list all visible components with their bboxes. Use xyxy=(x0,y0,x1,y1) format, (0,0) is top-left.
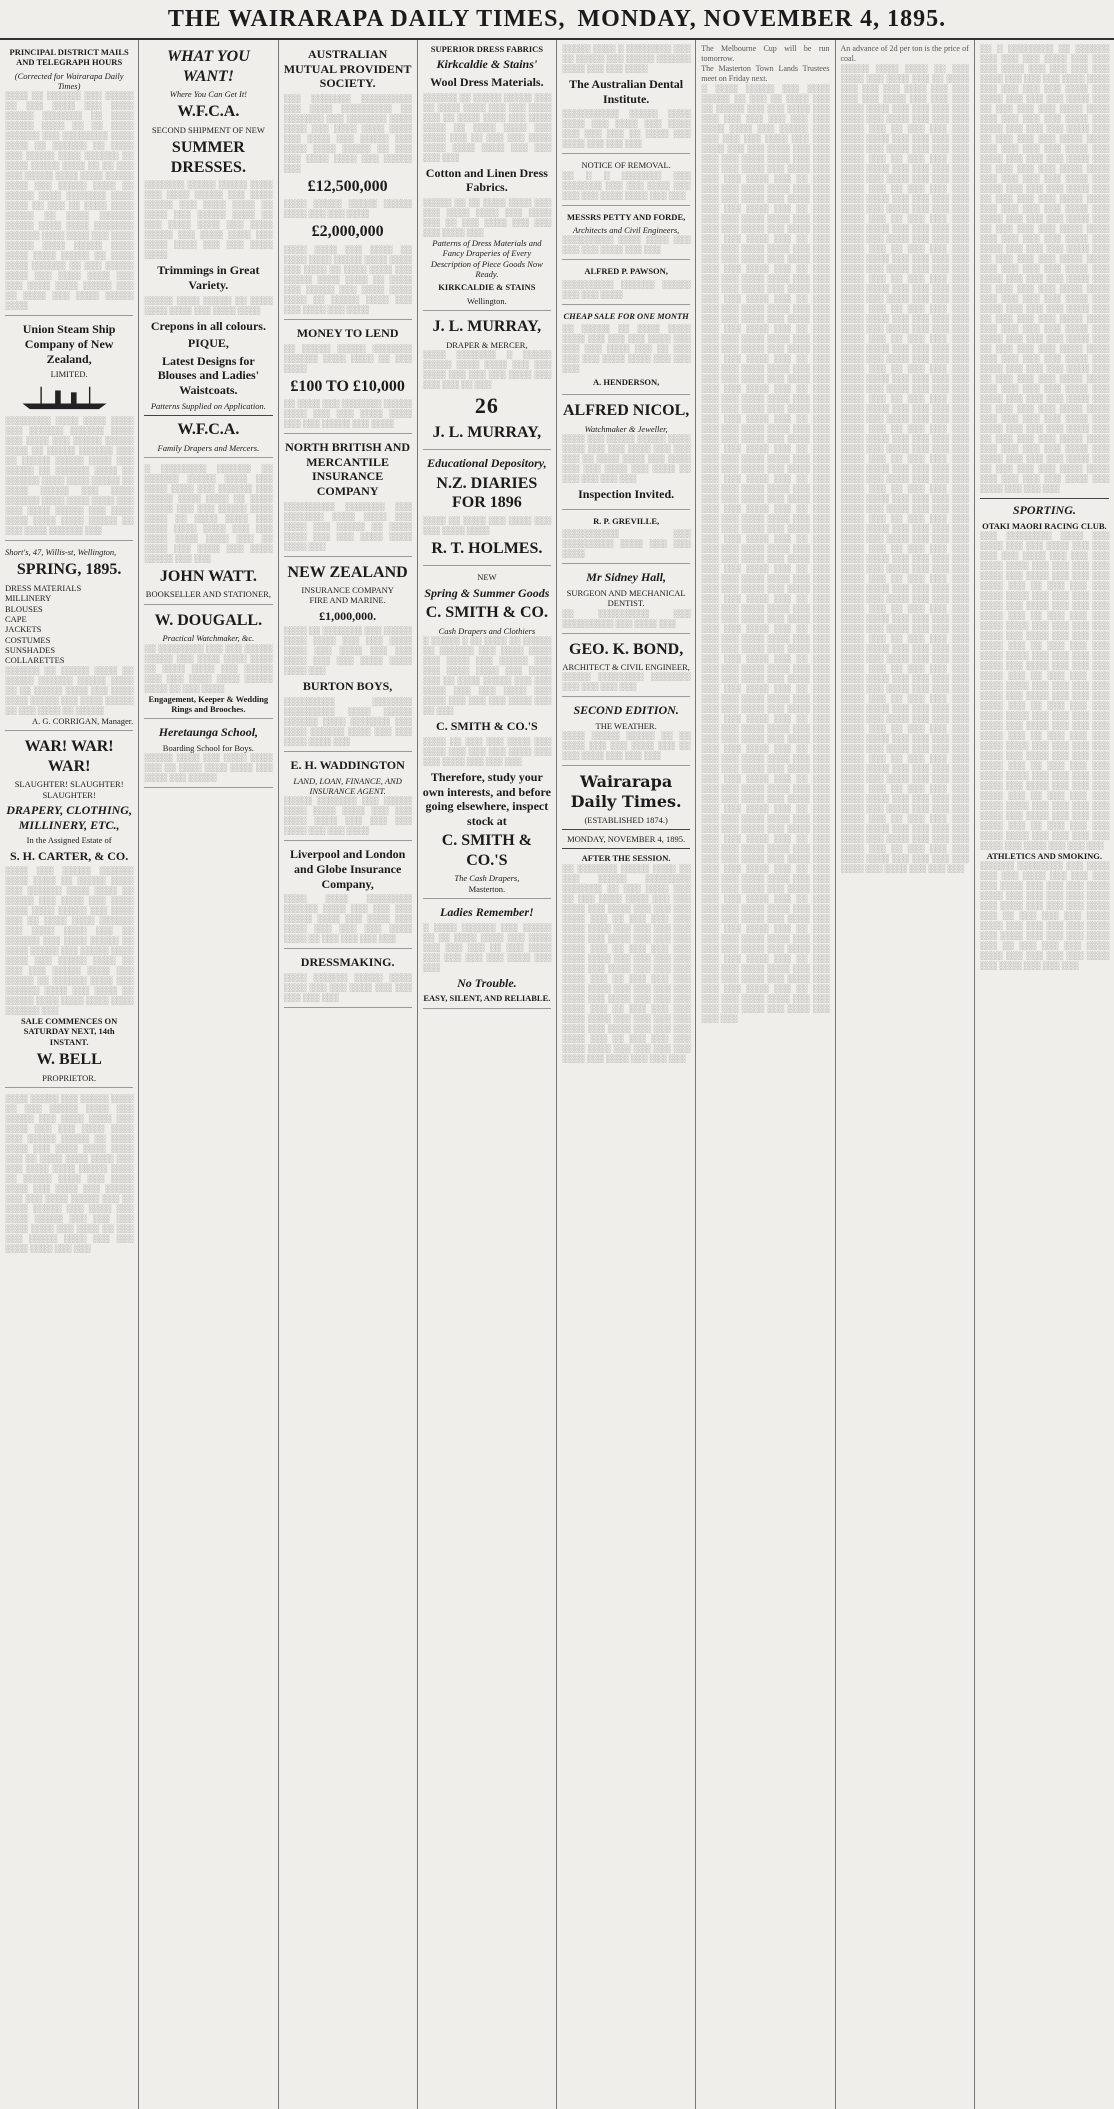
nz-copy: ░░░░ ░░ ░░░░░░░ ░░░ ░░░░░ ░░░░ ░░░░ ░░░ ░░░ ░░░░ ░░░░ ░░░ ░░░░ ░░░ ░░░ ░░░░ ░░░ ░░░ ░░░░ ░░░░ ░░░░ ░░░ xyxy=(283,626,412,676)
murray-ad xyxy=(423,317,551,450)
mails-subtitle: (Corrected for Wairarapa Daily Times) xyxy=(14,70,124,92)
kirk-copy-2: ░░░░░ ░░ ░░ ░░░░ ░░░░ ░░░ ░░░ ░░░░ ░░░░ ░░░ ░░░░ ░░░ ░░ ░░░ ░░░░ ░░░ ░░░ ░░░ ░░░░ ░░░ xyxy=(422,197,551,237)
amp-copy-3: ░░░░ ░░░░ ░░░ ░░░░ ░░ ░░░░ ░░░░ ░░░░░ ░░░░ ░░░░ ░░░ ░░░░ ░░ ░░░░ ░░░░ ░░░ ░░░░░ ░░░░ ░░░░ ░░ ░░░░ ░░░ ░░░░░ ░░░ ░░░░ ░░░░ ░░░░ ░░ ░░░░░ ░░░░ ░░░ ░░░ ░░░░ ░░░ ░░░░ xyxy=(283,244,412,314)
patterns-ready: Patterns of Dress Materials and Fancy Draperies of Every Description of Piece Goods Now Ready. xyxy=(430,237,543,279)
page-columns xyxy=(0,40,1114,2109)
column-6 xyxy=(696,40,835,2109)
greville-copy: ░░░░░░░░░░ ░░░ ░░░░░░░░░ ░░░░ ░░░ ░░░ ░░░░ xyxy=(562,529,691,559)
column-2 xyxy=(139,40,278,2109)
sporting-heading: SPORTING. xyxy=(1012,503,1076,517)
union-subtitle: LIMITED. xyxy=(50,369,88,380)
wool-dress: Wool Dress Materials. xyxy=(430,74,544,89)
land-loan: LAND, LOAN, FINANCE, AND INSURANCE AGENT. xyxy=(293,775,402,797)
where-heading: Where You Can Get It! xyxy=(169,89,248,100)
wfca-copy-2: ░░░░░ ░░░░ ░░░░░ ░░ ░░░░ ░░░░ ░░░░ ░░░ ░░░░ ░░░░ xyxy=(144,295,273,315)
amp-copy-1: ░░░ ░░░░░░░ ░░░░░░░░░ ░░░ ░░░░ ░░░░░░░░░ ░░ ░░░░░░░ ░░░ ░░░░░░░ ░░░░ ░░░░ ░░░ ░░░░ ░░░░ ░░░░ ░░░ ░░░░ ░░░ ░░░░░ ░░░ ░░░░ ░░░░ ░░░░░ ░░ ░░░ ░░░ ░░░░ ░░░░ ░░░ ░░░░░ ░░░ xyxy=(283,93,412,173)
liverpool-title: Liverpool and London and Globe Insurance Company, xyxy=(289,847,406,891)
trimmings: Trimmings in Great Variety. xyxy=(157,263,260,292)
cash-drapers: The Cash Drapers, xyxy=(454,873,520,884)
shorts-copy: ░░░░░░ ░░ ░░░░░ ░░░░ ░░ ░░░░░ ░░░░░░ ░░░░░ ░░░░ ░░ ░░ ░░░░░ ░░░░ ░░░ ░░░░ ░░░░ ░░░░░ ░░░ ░░░░ ░░░░░ ░░ ░░░ ░░░░ ░░ ░░░░░ xyxy=(5,665,134,715)
smith-masterton: Masterton. xyxy=(468,883,506,894)
wertheim-ad xyxy=(423,905,551,1009)
news-copy-2: ░░░░░ ░░░░ ░░░░ ░░ ░░░ ░░░░ ░░░ ░░░░ ░░░ ░░ ░░░░ ░░░ ░░░ ░░░ ░░░░ ░░░ ░░░ ░░░ ░░░ ░░░░ ░░░ ░░░ ░░░ ░░░░ ░░░░ ░░░ ░░░ ░░░ ░░░ ░░░░ ░░░ ░░░░ ░░░ ░░░ ░░░ ░░░░ ░░░ ░░ ░░░ ░░░ ░░░ ░░░░ ░░░░ ░░░ ░░░ ░░░ ░░░ ░░░░ ░░░ ░░░░ ░░░ ░░░ ░░░ ░░░░ ░░░ ░░ ░░░ ░░░ ░░░ ░░░░ ░░░░ ░░░ ░░░ ░░░ ░░░ ░░░░ ░░░ ░░░░ ░░░ ░░░ ░░░ ░░░░ ░░░ ░░ ░░░ ░░░ ░░░ ░░░░ ░░░░ ░░░ ░░░ ░░░ ░░░ ░░░░ ░░░ ░░░░ ░░░ ░░░ ░░░ ░░░░ ░░░ ░░ ░░░ ░░░ ░░░ ░░░░ ░░░░ ░░░ ░░░ ░░░ ░░░ ░░░░ ░░░ ░░░░ ░░░ ░░░ ░░░ ░░░░ ░░░ ░░ ░░░ ░░░ ░░░ ░░░░ ░░░░ ░░░ ░░░ ░░░ ░░░ ░░░░ ░░░ ░░░░ ░░░ ░░░ ░░░ ░░░░ ░░░ ░░ ░░░ ░░░ ░░░ ░░░░ ░░░░ ░░░ ░░░ ░░░ ░░░ ░░░░ ░░░ ░░░░ ░░░ ░░░ ░░░ ░░░░ ░░░ ░░ ░░░ ░░░ ░░░ ░░░░ ░░░░ ░░░ ░░░ ░░░ ░░░ ░░░░ ░░░ ░░░░ ░░░ ░░░ ░░░ ░░░░ ░░░ ░░ ░░░ ░░░ ░░░ ░░░░ ░░░░ ░░░ ░░░ ░░░ ░░░ ░░░░ ░░░ ░░░░ ░░░ ░░░ ░░░ ░░░░ ░░░ ░░ ░░░ ░░░ ░░░ ░░░░ ░░░░ ░░░ ░░░ ░░░ ░░░ ░░░░ ░░░ ░░░░ ░░░ ░░░ ░░░ ░░░░ ░░░ ░░ ░░░ ░░░ ░░░ ░░░░ ░░░░ ░░░ ░░░ ░░░ ░░░ ░░░░ ░░░ ░░░░ ░░░ ░░░ ░░░ ░░░░ ░░░ ░░ ░░░ ░░░ ░░░ ░░░░ ░░░░ ░░░ ░░░ ░░░ ░░░ ░░░░ ░░░ ░░░░ ░░░ ░░░ ░░░ ░░░░ ░░░ ░░ ░░░ ░░░ ░░░ ░░░░ ░░░░ ░░░ ░░░ ░░░ ░░░ ░░░░ ░░░ ░░░░ ░░░ ░░░ ░░░ ░░░░ ░░░ ░░ ░░░ ░░░ ░░░ ░░░░ ░░░░ ░░░ ░░░ ░░░ ░░░ ░░░░ ░░░ ░░░░ ░░░ ░░░ ░░░ ░░░░ ░░░ ░░ ░░░ ░░░ ░░░ ░░░░ ░░░░ ░░░ ░░░ ░░░ ░░░ ░░░░ ░░░ ░░░░ ░░░ ░░░ ░░░ ░░░░ ░░░ ░░ ░░░ ░░░ ░░░ ░░░░ ░░░░ ░░░ ░░░ ░░░ ░░░ ░░░░ ░░░ ░░░░ ░░░ ░░░ ░░░ ░░░░ ░░░ ░░ ░░░ ░░░ ░░░ ░░░░ ░░░░ ░░░ ░░░ ░░░ ░░░ ░░░░ ░░░ ░░░░ ░░░ ░░░ ░░░ ░░░░ ░░░ ░░ ░░░ ░░░ ░░░ ░░░░ ░░░░ ░░░ ░░░ ░░░ ░░░ ░░░░ ░░░ ░░░░ ░░░ ░░░ ░░░ ░░░░ ░░░ ░░ ░░░ ░░░ ░░░ ░░░░ ░░░░ ░░░ ░░░ ░░░ ░░░ ░░░░ ░░░ ░░░░ ░░░ ░░░ ░░░ ░░░░ ░░░ ░░ ░░░ ░░░ ░░░ ░░░░ ░░░░ ░░░ ░░░ ░░░ ░░░ ░░░░ ░░░ ░░░░ ░░░ ░░░ ░░░ ░░░░ ░░░ ░░ ░░░ ░░░ ░░░ ░░░░ ░░░░ ░░░ ░░░ ░░░ ░░░ ░░░░ ░░░ ░░░░ ░░░ ░░░ ░░░ ░░░░ ░░░ ░░ ░░░ ░░░ ░░░ ░░░░ ░░░░ ░░░ ░░░ ░░░ ░░░ ░░░░ ░░░ ░░░░ ░░░ ░░░ ░░░ ░░░░ ░░░ ░░ ░░░ ░░░ ░░░ ░░░░ ░░░░ ░░░ ░░░ ░░░ ░░░ ░░░░ ░░░ ░░░░ ░░░ ░░░ ░░░ ░░░░ ░░░ ░░ ░░░ ░░░ ░░░ ░░░░ ░░░░ ░░░ ░░░ ░░░ ░░░ ░░░░ ░░░ ░░░░ ░░░ ░░░ ░░░ ░░░░ ░░░ ░░ ░░░ ░░░ ░░░ ░░░░ ░░░░ ░░░ ░░░ ░░░ ░░░ ░░░░ ░░░ ░░░░ ░░░ ░░░ ░░░ ░░░░ ░░░ ░░ ░░░ ░░░ ░░░ ░░░░ ░░░░ ░░░ ░░░ ░░░ ░░░ ░░░░ ░░░ ░░░░ ░░░ ░░░ ░░░ xyxy=(840,64,969,873)
bell-name: W. BELL xyxy=(36,1051,102,1069)
removal-copy: ░░ ░ ░ ░░░░░░░ ░░░ ░░░░░░░ ░░░ ░░░ ░░░░ ░░░ ░░░ ░░░ ░░░░ ░░░░ ░░░ ░░░ xyxy=(562,170,691,200)
nz-diaries: N.Z. DIARIES FOR 1896 xyxy=(436,474,538,512)
war-sale-ad xyxy=(5,737,133,1088)
bond-copy: ░░░░░ ░░░░░░░░ ░░░░░░░ ░░░ ░░░ ░░░ ░░░ xyxy=(562,672,691,692)
wfca-heading-2: W.F.C.A. xyxy=(177,421,240,439)
latest-designs: Latest Designs for Blouses and Ladies' Waistcoats. xyxy=(157,353,260,398)
manager-signoff: A. G. CORRIGAN, Manager. xyxy=(31,715,134,726)
sidney-hall-ad xyxy=(562,570,690,633)
nicol-ad xyxy=(562,401,690,510)
waddington-ad xyxy=(284,758,412,841)
bond-trade: ARCHITECT & CIVIL ENGINEER, xyxy=(562,662,690,673)
nb-title: NORTH BRITISH AND MERCANTILE INSURANCE COMPANY xyxy=(285,440,411,498)
war-heading: WAR! WAR! WAR! xyxy=(24,738,114,775)
dress-item: MILLINERY xyxy=(5,593,52,604)
drapery-heading: DRAPERY, CLOTHING, MILLINERY, ETC., xyxy=(6,802,132,832)
income-amount: £2,000,000 xyxy=(311,223,384,241)
spring-heading: SPRING, 1895. xyxy=(16,561,122,579)
nb-copy: ░░░░░░░░░ ░░░░░░░ ░░░ ░░░░░░░ ░░░░ ░░░░ ░░░ ░░░░ ░░░ ░░░░░ ░░ ░░░░ ░░░░ ░░░ ░░░ ░░░░ ░░░░ ░░░░ ░░░ xyxy=(283,501,412,551)
dress-item: DRESS MATERIALS xyxy=(5,582,82,593)
news-lead-3: An advance of 2d per ton is the price of coal. xyxy=(840,44,969,63)
smith-copy-1: ░ ░░░░░ ░ ░░ ░░░░ ░░ ░░░░░ ░░ ░░░░░░ ░░░ ░░░░ ░░░░ ░░░ ░░░░ ░░░ ░░░░░ ░░░ ░░░ ░░░░ ░░░░ ░░░ ░░░░ ░░░ ░░ ░░░░ ░░░░░ ░░░ ░░░ ░░░░ ░░░ ░░░ ░░░░ ░░░ ░░░░ ░░░ ░░░ ░░░ ░░░░ ░░░ ░░ ░░░ xyxy=(422,636,551,716)
watchmaker: Practical Watchmaker, &c. xyxy=(162,633,255,644)
amp-copy-2: ░░░░ ░░░░░ ░░░░░ ░░░░░ ░░░░ ░░░ ░░░ ░░░░ xyxy=(283,199,412,219)
waddington-copy: ░░░░░ ░░░░░░░ ░░░ ░░░░░ ░░░░ ░░░░ ░░░░ ░░░ ░░░ ░░░░ ░░░░ ░░░ ░░░ ░░░ ░░░░ ░░░ ░░░ ░░░░ xyxy=(283,796,412,836)
agents-list: ░░░░░░░░░ ░░░░░░░ ░░░░░░░░░ ░░░░ ░░░░░ ░░░░░░ ░░░░ ░░░░░░░ ░░░ ░░░░ ░░░░░░ ░░░░ ░░░ ░░░ ░░░░ ░░░░ ░░░ xyxy=(283,697,412,747)
union-title: Union Steam Ship Company of New Zealand, xyxy=(22,322,116,366)
money-copy-2: ░░ ░░░░ ░░░ ░░░░░░░ ░░░░░ ░░░░ ░░░ ░░░ ░░░░ ░░░░ ░░░ ░░░ ░░░░░ ░░░ ░░░░ xyxy=(283,399,412,429)
column-3 xyxy=(279,40,418,2109)
superior-fabrics: SUPERIOR DRESS FABRICS xyxy=(430,44,543,54)
dress-item: JACKETS xyxy=(5,624,42,635)
dougall-ad xyxy=(144,611,272,720)
wfca-copy-1: ░░░░░░░ ░░░░░ ░░░░░ ░░░░ ░░░ ░░░░ ░░░░░ ░░░ ░░░░ ░░░░░ ░░░ ░░░░ ░░░░ ░░ ░░░░ ░░░ ░░░░░ ░░░░ ░░ ░░░ ░░░░ ░░░░ ░░░ ░░░░ ░░░░░ ░░░ ░░░░ ░░░░ ░░░ ░░░░ ░░░░ ░░░ ░░░ ░░░░ ░░░░ xyxy=(144,180,273,260)
pique: PIQUE, xyxy=(187,336,229,351)
dressmaking-ad xyxy=(284,955,412,1008)
amp-society-ad xyxy=(284,47,412,320)
greville-name: R. P. GREVILLE, xyxy=(593,515,660,526)
rings: Engagement, Keeper & Wedding Rings and Brooches. xyxy=(148,693,269,715)
summer-dresses: SUMMER DRESSES. xyxy=(170,139,246,176)
news-copy: ░ ░░░░ ░░░░░ ░░░ ░░░░ ░░░░░ ░░ ░░░ ░░ ░░░░ ░░░ ░░ ░░░░░ ░░░ ░░░ ░░░░ ░░░ ░░░ ░░░ ░░░ ░░░ ░░░ ░░░ ░░░░ ░░░░ ░░░ ░░░░░ ░░░ ░░░ ░░░ ░░░ ░░░░ ░░░ ░░░ ░░░░ ░░░ ░░░ ░░░░ ░░░ ░░░ ░░░ ░░░ ░░░░ ░░░░ ░░░ ░░░ ░░░ ░░░ ░░░░ ░░░ ░░░░ ░░░ ░░░ ░░░ ░░░░ ░░░ ░░ ░░░ ░░░ ░░░ ░░░░ ░░░░ ░░░ ░░░ ░░░ ░░░ ░░░░ ░░░ ░░░░ ░░░ ░░░ ░░░ ░░░░ ░░░ ░░ ░░░ ░░░ ░░░ ░░░░ ░░░░ ░░░ ░░░ ░░░ ░░░ ░░░░ ░░░ ░░░░ ░░░ ░░░ ░░░ ░░░░ ░░░ ░░ ░░░ ░░░ ░░░ ░░░░ ░░░░ ░░░ ░░░ ░░░ ░░░ ░░░░ ░░░ ░░░░ ░░░ ░░░ ░░░ ░░░░ ░░░ ░░ ░░░ ░░░ ░░░ ░░░░ ░░░░ ░░░ ░░░ ░░░ ░░░ ░░░░ ░░░ ░░░░ ░░░ ░░░ ░░░ ░░░░ ░░░ ░░ ░░░ ░░░ ░░░ ░░░░ ░░░░ ░░░ ░░░ ░░░ ░░░ ░░░░ ░░░ ░░░░ ░░░ ░░░ ░░░ ░░░░ ░░░ ░░ ░░░ ░░░ ░░░ ░░░░ ░░░░ ░░░ ░░░ ░░░ ░░░ ░░░░ ░░░ ░░░░ ░░░ ░░░ ░░░ ░░░░ ░░░ ░░ ░░░ ░░░ ░░░ ░░░░ ░░░░ ░░░ ░░░ ░░░ ░░░ ░░░░ ░░░ ░░░░ ░░░ ░░░ ░░░ ░░░░ ░░░ ░░ ░░░ ░░░ ░░░ ░░░░ ░░░░ ░░░ ░░░ ░░░ ░░░ ░░░░ ░░░ ░░░░ ░░░ ░░░ ░░░ ░░░░ ░░░ ░░ ░░░ ░░░ ░░░ ░░░░ ░░░░ ░░░ ░░░ ░░░ ░░░ ░░░░ ░░░ ░░░░ ░░░ ░░░ ░░░ ░░░░ ░░░ ░░ ░░░ ░░░ ░░░ ░░░░ ░░░░ ░░░ ░░░ ░░░ ░░░ ░░░░ ░░░ ░░░░ ░░░ ░░░ ░░░ ░░░░ ░░░ ░░ ░░░ ░░░ ░░░ ░░░░ ░░░░ ░░░ ░░░ ░░░ ░░░ ░░░░ ░░░ ░░░░ ░░░ ░░░ ░░░ ░░░░ ░░░ ░░ ░░░ ░░░ ░░░ ░░░░ ░░░░ ░░░ ░░░ ░░░ ░░░ ░░░░ ░░░ ░░░░ ░░░ ░░░ ░░░ ░░░░ ░░░ ░░ ░░░ ░░░ ░░░ ░░░░ ░░░░ ░░░ ░░░ ░░░ ░░░ ░░░░ ░░░ ░░░░ ░░░ ░░░ ░░░ ░░░░ ░░░ ░░ ░░░ ░░░ ░░░ ░░░░ ░░░░ ░░░ ░░░ ░░░ ░░░ ░░░░ ░░░ ░░░░ ░░░ ░░░ ░░░ ░░░░ ░░░ ░░ ░░░ ░░░ ░░░ ░░░░ ░░░░ ░░░ ░░░ ░░░ ░░░ ░░░░ ░░░ ░░░░ ░░░ ░░░ ░░░ ░░░░ ░░░ ░░ ░░░ ░░░ ░░░ ░░░░ ░░░░ ░░░ ░░░ ░░░ ░░░ ░░░░ ░░░ ░░░░ ░░░ ░░░ ░░░ ░░░░ ░░░ ░░ ░░░ ░░░ ░░░ ░░░░ ░░░░ ░░░ ░░░ ░░░ ░░░ ░░░░ ░░░ ░░░░ ░░░ ░░░ ░░░ ░░░░ ░░░ ░░ ░░░ ░░░ ░░░ ░░░░ ░░░░ ░░░ ░░░ ░░░ ░░░ ░░░░ ░░░ ░░░░ ░░░ ░░░ ░░░ ░░░░ ░░░ ░░ ░░░ ░░░ ░░░ ░░░░ ░░░░ ░░░ ░░░ ░░░ ░░░ ░░░░ ░░░ ░░░░ ░░░ ░░░ ░░░ ░░░░ ░░░ ░░ ░░░ ░░░ ░░░ ░░░░ ░░░░ ░░░ ░░░ ░░░ ░░░ ░░░░ ░░░ ░░░░ ░░░ ░░░ ░░░ ░░░░ ░░░ ░░ ░░░ ░░░ ░░░ ░░░░ ░░░░ ░░░ ░░░ ░░░ ░░░ ░░░░ ░░░ ░░░░ ░░░ ░░░ ░░░ ░░░░ ░░░ ░░ ░░░ ░░░ ░░░ ░░░░ ░░░░ ░░░ ░░░ ░░░ ░░░ ░░░░ ░░░ ░░░░ ░░░ ░░░ ░░░ ░░░░ ░░░ ░░ ░░░ ░░░ ░░░ ░░░░ ░░░░ ░░░ ░░░ ░░░ ░░░ ░░░░ ░░░ ░░░░ ░░░ ░░░ ░░░ ░░░░ ░░░ ░░ ░░░ ░░░ ░░░ ░░░░ ░░░░ ░░░ ░░░ ░░░ ░░░ ░░░░ ░░░ ░░░░ ░░░ ░░░ ░░░ ░░░░ ░░░ ░░ ░░░ ░░░ ░░░ ░░░░ ░░░░ ░░░ ░░░ ░░░ ░░░ ░░░░ ░░░ ░░░░ ░░░ ░░░ ░░░ ░░░░ ░░░ ░░ ░░░ ░░░ ░░░ ░░░░ ░░░░ ░░░ ░░░ ░░░ ░░░ ░░░░ ░░░ ░░░░ ░░░ ░░░ ░░░ ░░░░ ░░░ ░░ ░░░ ░░░ ░░░ ░░░░ ░░░░ ░░░ ░░░ ░░░ ░░░ ░░░░ ░░░ ░░░░ ░░░ ░░░ ░░░ ░░░░ ░░░ ░░ ░░░ ░░░ ░░░ ░░░░ ░░░░ ░░░ ░░░ ░░░ ░░░ ░░░░ ░░░ ░░░░ ░░░ ░░░ ░░░ xyxy=(701,84,830,1023)
kirk-wellington: Wellington. xyxy=(467,295,507,306)
cheap-sale: CHEAP SALE FOR ONE MONTH xyxy=(563,310,689,321)
cotton-linen: Cotton and Linen Dress Fabrics. xyxy=(425,165,548,195)
editorial-header xyxy=(562,772,690,1063)
cheap-sale-ad xyxy=(562,311,690,396)
smith-name: C. SMITH & CO. xyxy=(425,604,548,622)
column-8 xyxy=(975,40,1114,2109)
smith-ad xyxy=(423,572,551,899)
wfca-heading: W.F.C.A. xyxy=(177,103,240,121)
bond-name: GEO. K. BOND, xyxy=(569,640,684,658)
established: (ESTABLISHED 1874.) xyxy=(584,814,668,825)
second-shipment: SECOND SHIPMENT OF NEW xyxy=(151,124,265,135)
murray-trade: DRAPER & MERCER, xyxy=(446,339,528,350)
kirkcaldie-footer: KIRKCALDIE & STAINS xyxy=(438,282,536,293)
heretaunga-ad xyxy=(144,725,272,788)
henderson-name: A. HENDERSON, xyxy=(592,377,660,388)
dress-item: COSTUMES xyxy=(5,634,51,645)
after-session: AFTER THE SESSION. xyxy=(581,853,671,864)
money-ad xyxy=(284,326,412,434)
war-copy: ░░░░ ░░░ ░░░░░ ░░░░░░ ░░░░ ░░░░ ░░ ░░░░░ ░░░░ ░░░ ░░░░░░ ░░░░ ░░░░ ░░ ░░░░░ ░░░ ░░░░ ░░░ ░░░░ ░░░░ ░░░░ ░░░░░ ░░░ ░░░░ ░░░ ░░ ░░░░ ░░░░ ░░░░░░ ░░░ ░░░░ ░░░░ ░░░ ░░ ░░░░░░ ░░░ ░░░░ ░░░░░ ░░ ░░░░ ░░░░░ ░░░ ░░░░░ ░░░░ ░░░░ ░░░ ░░░░░ ░░░░ ░░ ░░░ ░░░ ░░░░░ ░░░░ ░░░ ░░░░░ ░░ ░░░░░░ ░░░░ ░░░ ░░░░░░ ░░░░ ░░░ ░░░░ ░░ ░░░░░ ░░░░ ░░░░ ░░░░ ░░░░ ░░░░░░ ░░░ xyxy=(5,866,134,1016)
second-edition xyxy=(562,703,690,766)
dougall-name: W. DOUGALL. xyxy=(154,611,263,629)
nicol-name: ALFRED NICOL, xyxy=(563,402,690,420)
murray-name: J. L. MURRAY, xyxy=(432,318,542,336)
slaughter-line: SLAUGHTER! SLAUGHTER! SLAUGHTER! xyxy=(14,779,124,800)
liverpool-ad xyxy=(284,847,412,949)
dental-ad xyxy=(562,44,690,154)
amp-title: AUSTRALIAN MUTUAL PROVIDENT SOCIETY. xyxy=(283,47,412,91)
news-copy-3: ░░ ░ ░░░░░░░░ ░░ ░░░░░░ ░░░ ░░░ ░░░ ░░░░ ░░░ ░░░ ░░░ ░░░░ ░░░ ░░░ ░░░ ░░░ ░░░░ ░░░ ░░░ ░░░ ░░░░ ░░░░ ░░░ ░░░ ░░░ ░░░ ░░░░ ░░░ ░░░░ ░░░ ░░░ ░░░ ░░░░ ░░░ ░░ ░░░ ░░░ ░░░ ░░░░ ░░░░ ░░░ ░░░ ░░░ ░░░ ░░░░ ░░░ ░░░░ ░░░ ░░░ ░░░ ░░░░ ░░░ ░░ ░░░ ░░░ ░░░ ░░░░ ░░░░ ░░░ ░░░ ░░░ ░░░ ░░░░ ░░░ ░░░░ ░░░ ░░░ ░░░ ░░░░ ░░░ ░░ ░░░ ░░░ ░░░ ░░░░ ░░░░ ░░░ ░░░ ░░░ ░░░ ░░░░ ░░░ ░░░░ ░░░ ░░░ ░░░ ░░░░ ░░░ ░░ ░░░ ░░░ ░░░ ░░░░ ░░░░ ░░░ ░░░ ░░░ ░░░ ░░░░ ░░░ ░░░░ ░░░ ░░░ ░░░ ░░░░ ░░░ ░░ ░░░ ░░░ ░░░ ░░░░ ░░░░ ░░░ ░░░ ░░░ ░░░ ░░░░ ░░░ ░░░░ ░░░ ░░░ ░░░ ░░░░ ░░░ ░░ ░░░ ░░░ ░░░ ░░░░ ░░░░ ░░░ ░░░ ░░░ ░░░ ░░░░ ░░░ ░░░░ ░░░ ░░░ ░░░ ░░░░ ░░░ ░░ ░░░ ░░░ ░░░ ░░░░ ░░░░ ░░░ ░░░ ░░░ ░░░ ░░░░ ░░░ ░░░░ ░░░ ░░░ ░░░ ░░░░ ░░░ ░░ ░░░ ░░░ ░░░ ░░░░ ░░░░ ░░░ ░░░ ░░░ ░░░ ░░░░ ░░░ ░░░░ ░░░ ░░░ ░░░ ░░░░ ░░░ ░░ ░░░ ░░░ ░░░ ░░░░ ░░░░ ░░░ ░░░ ░░░ ░░░ ░░░░ ░░░ ░░░░ ░░░ ░░░ ░░░ ░░░░ ░░░ ░░ ░░░ ░░░ ░░░ ░░░░ ░░░░ ░░░ ░░░ ░░░ ░░░ ░░░░ ░░░ ░░░░ ░░░ ░░░ ░░░ ░░░░ ░░░ ░░ ░░░ ░░░ ░░░ ░░░░ ░░░░ ░░░ ░░░ ░░░ ░░░ ░░░░ ░░░ ░░░░ ░░░ ░░░ ░░░ ░░░░ ░░░ ░░ ░░░ ░░░ ░░░ ░░░░ ░░░░ ░░░ ░░░ ░░░ ░░░ ░░░░ ░░░ ░░░░ ░░░ ░░░ ░░░ ░░░░ ░░░ ░░ ░░░ ░░░ ░░░ ░░░░ ░░░░ ░░░ ░░░ ░░░ ░░░ ░░░░ ░░░ ░░░░ ░░░ ░░░ ░░░ xyxy=(979,44,1109,493)
educational-depository: Educational Depository, xyxy=(427,456,547,471)
smith-name-2: C. SMITH & CO.'S xyxy=(436,719,538,734)
editorial-date: MONDAY, NOVEMBER 4, 1895. xyxy=(567,833,686,844)
masthead xyxy=(0,0,1114,40)
otaki-heading: OTAKI MAORI RACING CLUB. xyxy=(982,520,1107,531)
column-5 xyxy=(557,40,696,2109)
dress-item: COLLARETTES xyxy=(5,655,65,666)
sidney-hall: Mr Sidney Hall, xyxy=(586,570,666,585)
money-range: £100 TO £10,000 xyxy=(290,377,405,395)
carter-heading: S. H. CARTER, & CO. xyxy=(9,848,129,863)
murray-name-2: J. L. MURRAY, xyxy=(432,423,542,441)
heretaunga-copy: ░░░░░ ░░░░ ░░░ ░░░░ ░░░░ ░░░ ░░ ░░░░ ░░░░ ░░░░ ░░░ ░░░░ ░░░ ░░░░░ xyxy=(144,753,273,783)
nicol-copy: ░░░░ ░░░ ░░░░░ ░░░░░ ░░░░ ░░░░ ░░░ ░░░ ░░░░ ░░░ ░░░ ░░░ ░░ ░░░░ ░░░░ ░░░ ░░░░ ░░░ ░░░ ░░░░ ░░░ ░░░░ ░░ ░░░ ░░░ ░░░ ░░░ xyxy=(562,434,691,484)
surgeon-dentist: SURGEON AND MECHANICAL DENTIST. xyxy=(566,587,686,609)
ladies-remember: Ladies Remember! xyxy=(440,905,534,920)
removal-ad xyxy=(562,160,690,205)
athletics-copy: ░░░░░░ ░░░░░░░░ ░░░ ░░░░ ░░░ ░░░ ░░░░ ░░░ ░░░ ░░░ ░░░ ░░░░ ░░░ ░░░ ░░░ ░░░░ ░░░░ ░░░ ░░░ ░░░ ░░░ ░░░░ ░░░ ░░░░ ░░░ ░░░ ░░░ ░░░░ ░░░ ░░ ░░░ ░░░ ░░░ ░░░░ ░░░░ ░░░ ░░░ ░░░ ░░░ ░░░░ ░░░ ░░░░ ░░░ ░░░ ░░░ ░░░░ ░░░ ░░ ░░░ ░░░ ░░░ ░░░░ ░░░░ ░░░ ░░░ ░░░ ░░░ ░░░░ ░░░ ░░░░ ░░░ ░░░ ░░░ xyxy=(979,861,1109,971)
column-4 xyxy=(418,40,557,2109)
heretaunga-title: Heretaunga School, xyxy=(158,725,259,740)
newspaper-title: THE WAIRARAPA DAILY TIMES, xyxy=(167,5,566,32)
union-steamship-ad xyxy=(5,322,133,541)
crepons: Crepons in all colours. xyxy=(150,318,266,333)
want-heading: WHAT YOU WANT! xyxy=(166,48,250,85)
column-7 xyxy=(836,40,975,2109)
news-lead-1: The Melbourne Cup will be run tomorrow. xyxy=(701,44,830,63)
nz-sub: INSURANCE COMPANY xyxy=(301,585,394,596)
funds-amount: £12,500,000 xyxy=(307,177,388,195)
dress-item: CAPE xyxy=(5,613,27,624)
weather-title: THE WEATHER. xyxy=(595,721,657,732)
teeth-copy-1: ░░░░░ ░░░░ ░ ░░░░░░░░ ░░░ ░░ ░░░░░ ░░░ ░░░░░ ░░░░░░ ░░░░ ░░░ ░░░ ░░░░ xyxy=(562,44,691,73)
kirk-copy-1: ░░░░░░ ░░ ░░░░░ ░░░░░ ░░░ ░░ ░░░░ ░░░░ ░░░ ░░░ ░░░░ ░░░ ░░ ░░░░ ░░░░ ░░░ ░░░░ ░░░░ ░░ ░░░░ ░░░░ ░░░ ░░░░ ░░░ ░░ ░░░ ░░░ ░░░░ ░░░░ ░░░░ ░░░░ ░░░ ░░░ ░░░ ░░░ xyxy=(422,92,551,162)
dougall-copy: ░░ ░░░░░░░░ ░░░ ░░░ ░░░░░ ░░░░░ ░░░ ░░░░ ░░░░ ░░░░ ░░ ░░░░ ░░░░ ░░░ ░░░░░ ░░░ ░░░ ░░░░ ░░░░ ░░░░░ ░░░░ ░░ ░░░ ░░░░ xyxy=(144,643,273,693)
wertheim-copy: ░ ░░░░ ░░░░░░ ░░░ ░░░░░ ░░ ░░ ░░░░ ░░░░ ░░░ ░░░░ ░░░ ░░░ ░░░ ░░ ░░░ ░░░░ ░░░ ░░░ ░░░ ░░░ ░░░░ ░░░ ░░░ xyxy=(422,922,551,972)
estate-line: In the Assigned Estate of xyxy=(26,835,112,846)
dressmaking-title: DRESSMAKING. xyxy=(300,955,395,970)
shorts-heading: Short's, 47, Willis-st, Wellington, xyxy=(5,547,117,558)
cycle-copy: ░ ░░░░░░░░ ░░░░░░ ░░ ░░░░░░ ░░░░░ ░░░░ ░░░ ░░░░ ░░░░ ░░░ ░░░░░░ ░░░ ░░░░░ ░░░░ ░░░░ ░░ ░░░░ ░░░░░ ░░░ ░░░ ░░░░░ ░░░░ ░░░░ ░░ ░░░░ ░░░░ ░░░ ░░░░ ░░░░ ░░░░ ░░░ ░░░ ░░░░ ░░░░ ░░░░ ░░░ ░░ ░░░░ ░░░ ░░░░ ░░░ ░░░░ ░░░░░ ░░░ ░░░ xyxy=(144,463,273,563)
cash-drapers-clothiers: Cash Drapers and Clothiers xyxy=(438,625,536,636)
bond-ad xyxy=(562,640,690,698)
spring-summer: Spring & Summer Goods xyxy=(424,585,550,600)
no-trouble: No Trouble. xyxy=(457,975,517,990)
money-copy: ░░ ░░░░░ ░░░░░ ░░░░░░░ ░░░░░░ ░░░░ ░░░░ ░░ ░░░ ░░░░ xyxy=(283,343,412,373)
news-lead-2: The Masterton Town Lands Trustees meet on Friday next. xyxy=(701,64,830,83)
burton-boys: BURTON BOYS, xyxy=(302,679,393,694)
architects: Architects and Civil Engineers, xyxy=(572,224,680,235)
weather-copy: ░░░░ ░░░░░ ░░░░░ ░░ ░░ ░░░░ ░░░ ░░░ ░░░░ ░░░ ░░ ░░░ ░░░░ ░░░ ░░░ ░░░ xyxy=(562,731,691,761)
cheap-copy: ░░ ░░░░░ ░░ ░░░░ ░░░░ ░░░░ ░░░ ░░░ ░░░ ░░░░ ░░░ ░░░ ░░░ ░░░░ ░░░ ░░ ░░░ ░░░ ░░░ ░░░░ ░░░░ ░░░ ░░░ ░░░ xyxy=(562,324,691,374)
fire-marine: FIRE AND MARINE. xyxy=(309,595,386,606)
petty-forde: MESSRS PETTY AND FORDE, xyxy=(567,211,686,222)
sale-line: SALE COMMENCES ON SATURDAY NEXT, 14th INSTANT. xyxy=(20,1016,118,1047)
shorts-spring-ad xyxy=(5,547,133,731)
mails-copy: ░░░░ ░░ ░░░░░░ ░░░ ░░░░░ ░░ ░░░ ░░░░ ░░░ ░░░░ ░░░░░ ░░░░░░░ ░░ ░░░░ ░░░░░ ░░░░ ░░ ░░ ░░░░ ░░░░░░ ░░░ ░░░░░░░░ ░░░░ ░░░░ ░░ ░░░░░░ ░░ ░░░░ ░░░ ░░░░░ ░░░░ ░░░░░░ ░░ ░░░░ ░░░░░ ░░░░ ░░ ░░ ░░░ ░░░ ░░░░░ ░░░░ ░░░░ ░░░░░ ░░░░ ░░░ ░░░░░ ░░░░ ░░ ░░░░░ ░░░░ ░░░░░░░ ░░░░ ░░░░ ░░ ░░░ ░░ ░░░░ ░░░░ ░░░░░ ░░ ░░░░ ░░░░░░ ░░░░░ ░░░░ ░░░░ ░░░░░░░ ░░░░░░ ░░░░ ░░░░ ░░░ ░░░░ ░░░░░ ░░░░ ░░░░░ ░░░░ ░░░░ ░░░░ ░░░░░ ░░ ░░░░ ░░░░ ░░░░░░ ░░ ░░░ ░░░░░ ░░░░ ░░░ ░░░░ ░░░░ ░░░ ░░░ ░░░░ ░░░░ ░░░░░ ░░░ ░░ ░░░░ ░░░ ░░░░ ░░░░░ ░░░░ xyxy=(5,91,134,311)
proprietor-label: PROPRIETOR. xyxy=(42,1072,97,1083)
otaki-copy: ░░░ ░░░░░░░░ ░░░░ ░░░ ░░░░ ░░░ ░░░ ░░░░ ░░░ ░░░ ░░░ ░░░ ░░░░ ░░░ ░░░ ░░░ ░░░░ ░░░░ ░░░ ░░░ ░░░ ░░░ ░░░░ ░░░ ░░░░ ░░░ ░░░ ░░░ ░░░░ ░░░ ░░ ░░░ ░░░ ░░░ ░░░░ ░░░░ ░░░ ░░░ ░░░ ░░░ ░░░░ ░░░ ░░░░ ░░░ ░░░ ░░░ ░░░░ ░░░ ░░ ░░░ ░░░ ░░░ ░░░░ ░░░░ ░░░ ░░░ ░░░ ░░░ ░░░░ ░░░ ░░░░ ░░░ ░░░ ░░░ ░░░░ ░░░ ░░ ░░░ ░░░ ░░░ ░░░░ ░░░░ ░░░ ░░░ ░░░ ░░░ ░░░░ ░░░ ░░░░ ░░░ ░░░ ░░░ ░░░░ ░░░ ░░ ░░░ ░░░ ░░░ ░░░░ ░░░░ ░░░ ░░░ ░░░ ░░░ ░░░░ ░░░ ░░░░ ░░░ ░░░ ░░░ ░░░░ ░░░ ░░ ░░░ ░░░ ░░░ ░░░░ ░░░░ ░░░ ░░░ ░░░ ░░░ ░░░░ ░░░ ░░░░ ░░░ ░░░ ░░░ ░░░░ ░░░ ░░ ░░░ ░░░ ░░░ ░░░░ ░░░░ ░░░ ░░░ ░░░ ░░░ ░░░░ ░░░ ░░░░ ░░░ ░░░ ░░░ ░░░░ ░░░ ░░ ░░░ ░░░ ░░░ ░░░░ ░░░░ ░░░ ░░░ ░░░ ░░░ ░░░░ ░░░ ░░░░ ░░░ ░░░ ░░░ ░░░░ ░░░ ░░ ░░░ ░░░ ░░░ ░░░░ ░░░░ ░░░ ░░░ ░░░ ░░░ ░░░░ ░░░ ░░░░ ░░░ ░░░ ░░░ ░░░░ ░░░ ░░ ░░░ ░░░ ░░░ ░░░░ ░░░░ ░░░ ░░░ ░░░ ░░░ ░░░░ ░░░ ░░░░ ░░░ ░░░ ░░░ xyxy=(979,530,1109,850)
athletics-heading: ATHLETICS AND SMOKING. xyxy=(986,850,1103,861)
easy-silent: EASY, SILENT, AND RELIABLE. xyxy=(423,993,551,1004)
kirkcaldie-heading: Kirkcaldie & Stains' xyxy=(436,57,538,72)
removal-notice: NOTICE OF REMOVAL. xyxy=(581,160,671,171)
north-british-ad xyxy=(284,440,412,557)
boarding: Boarding School for Boys. xyxy=(162,743,254,753)
capital: £1,000,000. xyxy=(319,608,377,623)
pawson-ad xyxy=(562,266,690,304)
wfca-ad xyxy=(144,47,272,458)
second-edition-title: SECOND EDITION. xyxy=(573,703,679,718)
watt-name: JOHN WATT. xyxy=(159,567,257,585)
col1-tail-copy: ░░░░ ░░░░░ ░░░ ░░░░░ ░░░░ ░░ ░░░ ░░░░░ ░░░░ ░░░ ░░░░░ ░░░ ░░░░ ░░░░ ░░░ ░░░░ ░░░ ░░░ ░░░░ ░░░░ ░░░ ░░░░░ ░░░░░ ░░ ░░░░ ░░░░ ░░░ ░░░░ ░░░░ ░░░░ ░░░ ░░ ░░░░ ░░░░ ░░░░ ░░░ ░░░ ░░░░ ░░░░ ░░░░░ ░░░░ ░░ ░░░░░ ░░░░ ░░░ ░░░░ ░░░░ ░░░ ░░░░ ░░░ ░░░░░ ░░░ ░░░ ░░░░ ░░░░░ ░░░ ░░ ░░░░ ░░░░░ ░░░ ░░░░ ░░░ ░░░░ ░░░░░ ░░░ ░░░ ░░░ ░░░░ ░░░░ ░░░ ░░░░ ░░ ░░░ ░░░ ░░░░░ ░░░░ ░░░ ░░░ ░░░░ ░░░░ ░░░ ░░░ xyxy=(5,1094,134,1254)
new-label: NEW xyxy=(477,572,497,583)
patterns-supplied: Patterns Supplied on Application. xyxy=(150,400,266,411)
dental-title: The Australian Dental Institute. xyxy=(569,77,684,106)
column-1 xyxy=(0,40,139,2109)
kirkcaldie-ad xyxy=(423,44,551,311)
murray-copy: ░░░░ ░░░░░░░ ░ ░░░░░ ░░░░░ ░░░░ ░░░░ ░░░ ░░░ ░░░░ ░░░ ░░░ ░░░ ░░░░ ░░░ ░░░ ░░░ ░░ ░░░ xyxy=(422,349,551,389)
pawson-name: ALFRED P. PAWSON, xyxy=(584,266,668,277)
union-copy: ░░░░░░░░ ░░░░ ░░░░ ░░░░ ░░░ ░░░░░░ ░░░░░░ ░░░░ ░░░ ░░░░ ░░░ ░░░░░ ░░░░░ ░░░░ ░░ ░░░░░ ░░░░░░ ░░░ ░░ ░░░░░ ░░░░░ ░░░░ ░░░ ░░░░░ ░░ ░░░░░░ ░░░░ ░░ ░░░░░░ ░░░░ ░░░░ ░░░░░ ░░ ░░░░ ░░░░░ ░░░ ░░░░ ░░░░░░ ░░░░ ░░░░ ░░░░ ░░░ ░░░ ░░░░ ░░░░░ ░░░ ░░░░ ░░░░ ░░░░ ░░░░ ░░░░░ ░░ ░░░ ░░░░ ░░░░░░ ░░░ xyxy=(5,416,134,536)
petty-copy: ░░░░░░░░░ ░░░░ ░░░░ ░░░ ░░░ ░░░ ░░░░ ░░░ ░░░ xyxy=(562,235,691,255)
greville-ad xyxy=(562,516,690,564)
mails-title: PRINCIPAL DISTRICT MAILS AND TELEGRAPH HOURS xyxy=(9,47,129,68)
inspection-invited: Inspection Invited. xyxy=(578,487,675,502)
therefore: Therefore, study your own interests, and before going elsewhere, inspect stock at xyxy=(422,769,551,828)
dress-item: SUNSHADES xyxy=(5,645,56,656)
number-26: 26 xyxy=(474,392,499,418)
nz-heading: NEW ZEALAND xyxy=(287,563,408,581)
waddington-name: E. H. WADDINGTON xyxy=(290,758,405,773)
holmes-name: R. T. HOLMES. xyxy=(431,539,543,557)
family-drapers: Family Drapers and Mercers. xyxy=(157,442,260,453)
liverpool-copy: ░░░░ ░░░░ ░░░░░░░░ ░░░░░░ ░░░░ ░░░ ░░░ ░░░ ░░░░░ ░░░░ ░░░ ░░░░ ░░░ ░░░░ ░░░ ░░░ ░░░ ░░░░ ░░░░ ░░ ░░░ ░░░ ░░░ ░░░ xyxy=(283,894,412,944)
pawson-copy: ░░░░░░░░░ ░░░░░░ ░░░░░ ░░░ ░░░ ░░░░ xyxy=(562,279,691,299)
holmes-ad xyxy=(423,456,551,566)
issue-date: MONDAY, NOVEMBER 4, 1895. xyxy=(577,5,947,32)
mails-notice xyxy=(5,47,133,316)
editorial-copy: ░░ ░░░░░░░ ░░░░░ ░░░░ ░░ ░░░ ░░░░░ ░░░░░░░░ ░░░░░░░ ░░ ░░░ ░░░░ ░░░ ░░ ░░░ ░░░░ ░░░░ ░░░ ░░░ ░░░░ ░░░ ░░░░ ░░░ ░░░ ░░░ ░░░░ ░░░ ░░ ░░░ ░░░ ░░░ ░░░░ ░░░░ ░░░ ░░░ ░░░ ░░░ ░░░░ ░░░ ░░░░ ░░░ ░░░ ░░░ ░░░░ ░░░ ░░ ░░░ ░░░ ░░░ ░░░░ ░░░░ ░░░ ░░░ ░░░ ░░░ ░░░░ ░░░ ░░░░ ░░░ ░░░ ░░░ ░░░░ ░░░ ░░ ░░░ ░░░ ░░░ ░░░░ ░░░░ ░░░ ░░░ ░░░ ░░░ ░░░░ ░░░ ░░░░ ░░░ ░░░ ░░░ ░░░░ ░░░ ░░ ░░░ ░░░ ░░░ ░░░░ ░░░░ ░░░ ░░░ ░░░ ░░░ ░░░░ ░░░ ░░░░ ░░░ ░░░ ░░░ ░░░░ ░░░ ░░ ░░░ ░░░ ░░░ ░░░░ ░░░░ ░░░ ░░░ ░░░ ░░░ ░░░░ ░░░ ░░░░ ░░░ ░░░ ░░░ xyxy=(562,863,691,1063)
teeth-copy-2: ░░░░░░░░░░ ░░░░░ ░░░░ ░░░░ ░░░ ░░░░ ░░░ ░░░░ ░░░ ░░░ ░░░ ░░ ░░░░ ░░░ ░░░░ ░░░ ░░░ ░░░ xyxy=(562,109,691,149)
dressmaking-copy: ░░░░ ░░░░░░ ░░░░░ ░░░░ ░░░░ ░░░ ░░░ ░░░░ ░░░ ░░░ ░░░ ░░░ ░░░ xyxy=(283,972,412,1002)
cycle-ad xyxy=(144,464,272,605)
nz-insurance-ad xyxy=(284,563,412,752)
nicol-trade: Watchmaker & Jeweller, xyxy=(584,423,668,434)
sidney-copy: ░░ ░░░░░░░░░ ░░░ ░░░░░░░░░ ░░░ ░░░░ ░░░ xyxy=(562,608,691,628)
holmes-copy: ░░░░ ░░ ░░░░ ░░░ ░░░░ ░░░ ░░░ ░░░░ ░░░░ xyxy=(422,515,551,535)
money-heading: MONEY TO LEND xyxy=(296,325,399,340)
steamship-icon xyxy=(5,383,133,411)
dress-item: BLOUSES xyxy=(5,603,43,614)
paper-nameplate: Wairarapa Daily Times. xyxy=(570,772,682,811)
petty-forde-ad xyxy=(562,212,690,261)
smith-name-3: C. SMITH & CO.'S xyxy=(441,832,532,869)
smith-copy-2: ░░░░ ░░ ░░░ ░░░ ░░░░ ░░░ ░░░░ ░░░ ░░░ ░░░ ░░░░ ░░░ ░░░ ░░░░ ░░░ ░░░ ░░░ xyxy=(422,736,551,766)
bookseller: BOOKSELLER AND STATIONER, xyxy=(145,589,271,600)
